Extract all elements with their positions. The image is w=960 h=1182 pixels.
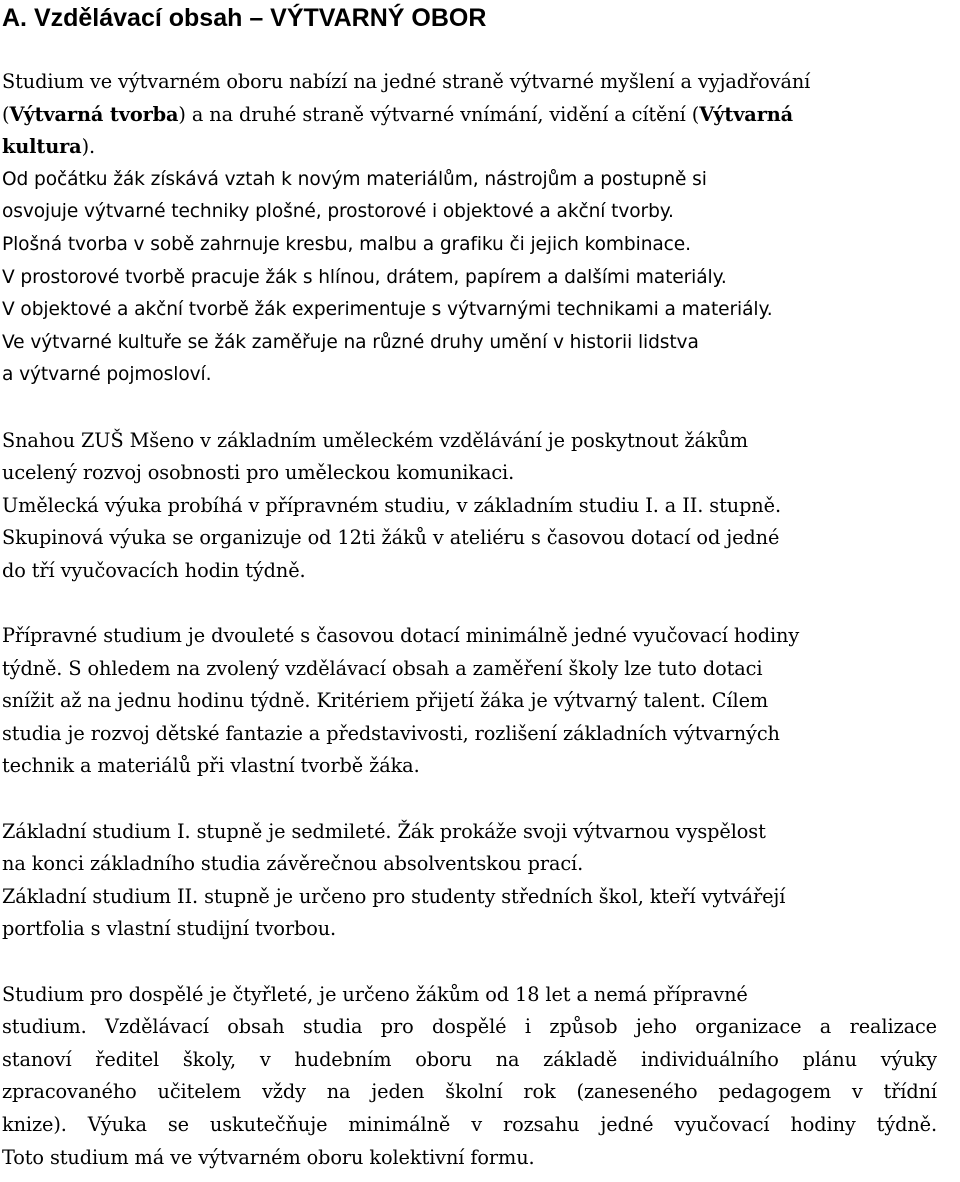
techniques-paragraph [2, 164, 960, 392]
adult-study-line: stanoví ředitel školy, v hudebním oboru na základě individuálního plánu výuky [2, 1047, 937, 1071]
techniques-line: Plošná tvorba v sobě zahrnuje kresbu, malbu a grafiku či jejich kombinace. [2, 233, 691, 255]
paragraph-gap [2, 588, 960, 621]
text-fragment: ). [81, 135, 96, 159]
intro-line-3 [2, 131, 960, 164]
basic-study-line: portfolia s vlastní studijní tvorbou. [2, 917, 337, 941]
preparatory-line: týdně. S ohledem na zvolený vzdělávací obsah a zaměření školy lze tuto dotaci [2, 656, 763, 680]
intro-line-2 [2, 99, 960, 132]
adult-study-line: studium. Vzdělávací obsah studia pro dospělé i způsob jeho organizace a realizace [2, 1015, 937, 1039]
text-fragment: ( [2, 102, 10, 126]
techniques-line: Od počátku žák získává vztah k novým materiálům, nástrojům a postupně si [2, 168, 707, 190]
aims-line: Snahou ZUŠ Mšeno v základním uměleckém vzdělávání je poskytnout žákům [2, 428, 748, 452]
adult-study-line: knize). Výuka se uskutečňuje minimálně v rozsahu jedné vyučovací hodiny týdně. [2, 1113, 937, 1136]
preparatory-paragraph [2, 620, 960, 783]
adult-study-line: zpracovaného učitelem vždy na jeden školní rok (zaneseného pedagogem v třídní [2, 1080, 937, 1104]
preparatory-line: technik a materiálů při vlastní tvorbě žáka. [2, 754, 420, 778]
preparatory-line: studia je rozvoj dětské fantazie a představivosti, rozlišení základních výtvarných [2, 721, 780, 745]
aims-paragraph [2, 425, 960, 588]
basic-study-line: Základní studium II. stupně je určeno pro studenty středních škol, kteří vytvářejí [2, 884, 786, 908]
bold-term-kultura: kultura [2, 135, 82, 159]
aims-line: Umělecká výuka probíhá v přípravném studiu, v základním studiu I. a II. stupně. [2, 493, 781, 517]
aims-line: do tří vyučovacích hodin týdně. [2, 558, 306, 582]
preparatory-line: snížit až na jednu hodinu týdně. Kritériem přijetí žáka je výtvarný talent. Cílem [2, 689, 769, 713]
bold-term-vytvarna: Výtvarná [699, 102, 794, 126]
aims-line: Skupinová výuka se organizuje od 12ti žáků v ateliéru s časovou dotací od jedné [2, 526, 780, 550]
paragraph-gap [2, 946, 960, 979]
paragraph-gap [2, 783, 960, 816]
aims-line: ucelený rozvoj osobnosti pro uměleckou komunikaci. [2, 461, 515, 485]
preparatory-line: Přípravné studium je dvouleté s časovou dotací minimálně jedné vyučovací hodiny [2, 624, 800, 648]
adult-study-line: Studium pro dospělé je čtyřleté, je určeno žákům od 18 let a nemá přípravné [2, 982, 748, 1006]
basic-study-line: Základní studium I. stupně je sedmileté. Žák prokáže svoji výtvarnou vyspělost [2, 819, 766, 843]
adult-study-paragraph [2, 979, 960, 1175]
adult-study-line: Toto studium má ve výtvarném oboru kolektivní formu. [2, 1145, 535, 1169]
techniques-line: a výtvarné pojmosloví. [2, 364, 212, 386]
basic-study-paragraph [2, 816, 960, 946]
intro-line-1: Studium ve výtvarném oboru nabízí na jedné straně výtvarné myšlení a vyjadřování [2, 70, 811, 93]
techniques-line: osvojuje výtvarné techniky plošné, prostorové i objektové a akční tvorby. [2, 201, 674, 223]
techniques-line: V objektové a akční tvorbě žák experimentuje s výtvarnými technikami a materiály. [2, 299, 773, 321]
intro-paragraph [2, 66, 960, 164]
techniques-line: V prostorové tvorbě pracuje žák s hlínou, drátem, papírem a dalšími materiály. [2, 266, 727, 288]
section-heading: A. Vzdělávací obsah – VÝTVARNÝ OBOR [2, 4, 487, 32]
document-body [2, 66, 960, 1174]
techniques-line: Ve výtvarné kultuře se žák zaměřuje na různé druhy umění v historii lidstva [2, 331, 699, 353]
basic-study-line: na konci základního studia závěrečnou absolventskou prací. [2, 852, 584, 876]
paragraph-gap [2, 392, 960, 425]
bold-term-tvorba: Výtvarná tvorba [9, 102, 179, 126]
text-fragment: ) a na druhé straně výtvarné vnímání, vidění a cítění ( [178, 102, 700, 126]
